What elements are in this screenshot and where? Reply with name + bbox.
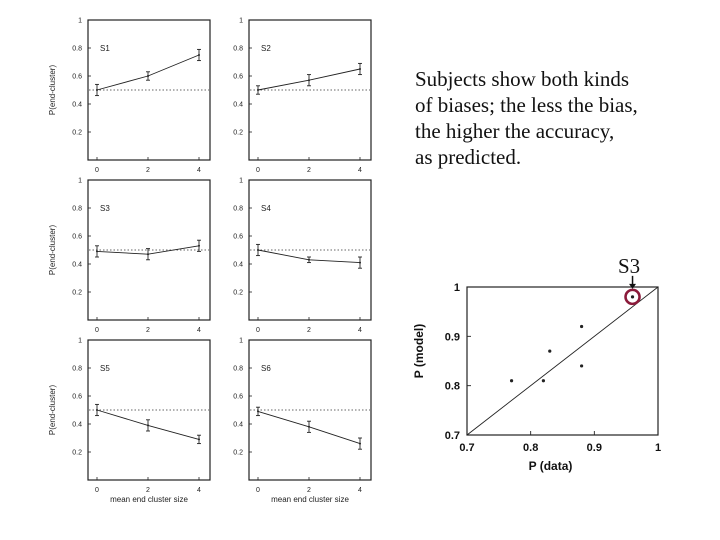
data-point — [359, 262, 361, 264]
y-tick-label: 0.2 — [72, 289, 82, 297]
data-point — [308, 259, 310, 261]
y-tick-label: 1 — [239, 337, 243, 345]
panel-s3 — [48, 178, 210, 335]
y-tick-label: 0.8 — [233, 365, 243, 373]
y-tick-label: 0.6 — [233, 233, 243, 241]
data-point — [198, 54, 200, 56]
panel-s2 — [233, 18, 371, 175]
x-axis-title: mean end cluster size — [110, 495, 188, 504]
y-tick-label: 0.4 — [72, 261, 82, 269]
y-tick-label: 0.8 — [72, 365, 82, 373]
annotation-line-3: the higher the accuracy, — [415, 119, 615, 143]
data-point — [257, 249, 259, 251]
subject-label: S5 — [100, 363, 110, 373]
x-tick-label: 4 — [358, 167, 362, 174]
data-point — [359, 443, 361, 445]
y-axis-title: P(end-cluster) — [48, 224, 57, 276]
y-tick-label: 0.7 — [444, 430, 460, 442]
annotation-line-1: Subjects show both kinds — [415, 67, 630, 91]
data-point — [147, 75, 149, 77]
y-tick-label: 0.9 — [444, 331, 460, 344]
x-tick-label: 4 — [358, 327, 362, 334]
data-point — [308, 79, 310, 81]
y-tick-label: 0.6 — [233, 393, 243, 401]
subject-label: S3 — [100, 203, 110, 213]
x-tick-label: 2 — [307, 167, 311, 174]
y-tick-label: 0.6 — [72, 73, 82, 81]
y-tick-label: 1 — [78, 17, 82, 25]
highlight-label: S3 — [618, 254, 641, 278]
panel-s5 — [48, 338, 210, 505]
annotation-line-4: as predicted. — [415, 145, 522, 169]
annotation-line-2: of biases; the less the bias, — [415, 93, 638, 117]
x-tick-label: 4 — [197, 327, 201, 334]
panel-s4 — [233, 178, 371, 335]
y-axis-title: P(end-cluster) — [48, 384, 57, 436]
y-tick-label: 0.6 — [72, 233, 82, 241]
y-tick-label: 0.2 — [233, 129, 243, 137]
scatter-point — [580, 364, 583, 367]
y-tick-label: 0.8 — [72, 205, 82, 213]
x-tick-label: 4 — [197, 167, 201, 174]
panel-s6 — [233, 338, 371, 505]
data-point — [147, 424, 149, 426]
scatter-panel — [412, 276, 661, 473]
y-tick-label: 0.8 — [233, 205, 243, 213]
y-tick-label: 0.4 — [233, 261, 243, 269]
y-tick-label: 0.2 — [233, 449, 243, 457]
data-point — [257, 89, 259, 91]
y-tick-label: 0.8 — [72, 45, 82, 53]
data-point — [308, 426, 310, 428]
subject-label: S6 — [261, 363, 271, 373]
x-axis-title: P (data) — [528, 459, 573, 473]
x-tick-label: 0.7 — [459, 442, 475, 454]
x-tick-label: 1 — [654, 442, 662, 454]
y-tick-label: 0.2 — [233, 289, 243, 297]
x-tick-label: 0 — [256, 327, 260, 334]
y-tick-label: 0.8 — [233, 45, 243, 53]
x-tick-label: 0 — [95, 487, 99, 494]
data-point — [147, 253, 149, 255]
scatter-point — [510, 379, 513, 382]
data-point — [198, 438, 200, 440]
x-tick-label: 0 — [256, 487, 260, 494]
y-tick-label: 0.2 — [72, 129, 82, 137]
y-tick-label: 1 — [78, 177, 82, 185]
x-tick-label: 0 — [256, 167, 260, 174]
x-tick-label: 0 — [95, 167, 99, 174]
x-tick-label: 0.8 — [523, 442, 539, 454]
x-tick-label: 2 — [146, 327, 150, 334]
data-point — [359, 68, 361, 70]
data-point — [96, 409, 98, 411]
x-tick-label: 2 — [307, 327, 311, 334]
data-point — [257, 410, 259, 412]
x-tick-label: 4 — [197, 487, 201, 494]
scatter-point — [580, 325, 583, 328]
annotation-text — [415, 66, 705, 170]
panel-s1 — [48, 18, 210, 175]
scatter-point — [542, 379, 545, 382]
y-tick-label: 0.4 — [72, 421, 82, 429]
y-tick-label: 1 — [453, 282, 460, 294]
x-tick-label: 0 — [95, 327, 99, 334]
y-tick-label: 0.6 — [233, 73, 243, 81]
y-tick-label: 0.2 — [72, 449, 82, 457]
scatter-point — [548, 350, 551, 353]
data-point — [96, 250, 98, 252]
data-point — [198, 245, 200, 247]
subject-label: S4 — [261, 203, 271, 213]
y-tick-label: 0.4 — [233, 101, 243, 109]
y-tick-label: 1 — [239, 17, 243, 25]
subject-label: S2 — [261, 43, 271, 53]
scatter-point — [631, 295, 634, 298]
data-point — [96, 89, 98, 91]
x-tick-label: 4 — [358, 487, 362, 494]
y-tick-label: 0.8 — [444, 380, 460, 393]
y-axis-title: P (model) — [412, 323, 426, 379]
y-tick-label: 0.4 — [233, 421, 243, 429]
y-tick-label: 0.4 — [72, 101, 82, 109]
y-tick-label: 1 — [78, 337, 82, 345]
subject-label: S1 — [100, 43, 110, 53]
identity-line — [467, 287, 658, 435]
y-tick-label: 1 — [239, 177, 243, 185]
x-axis-title: mean end cluster size — [271, 495, 349, 504]
y-axis-title: P(end-cluster) — [48, 64, 57, 116]
y-tick-label: 0.6 — [72, 393, 82, 401]
x-tick-label: 0.9 — [586, 442, 602, 454]
x-tick-label: 2 — [146, 167, 150, 174]
x-tick-label: 2 — [307, 487, 311, 494]
highlight-arrow-head — [629, 284, 636, 289]
x-tick-label: 2 — [146, 487, 150, 494]
